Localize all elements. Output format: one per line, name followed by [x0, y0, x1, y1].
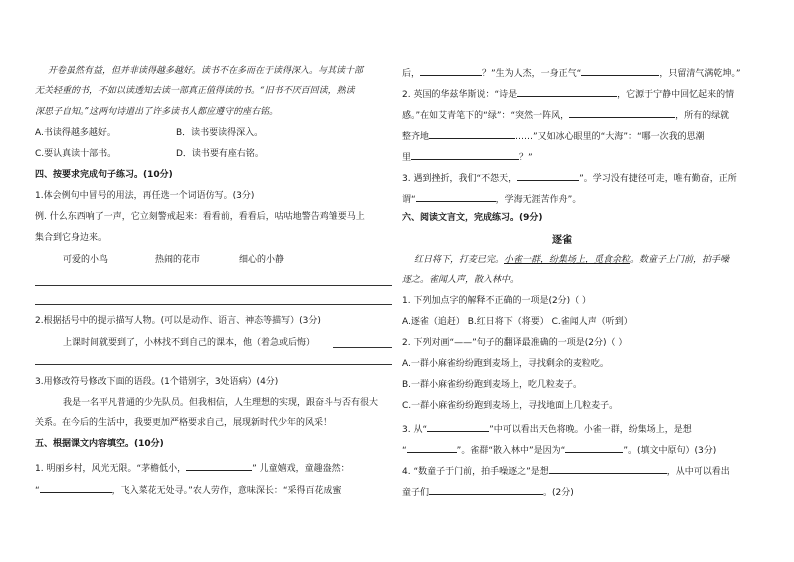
r1-post: ，只留清气满乾坤。”	[659, 69, 741, 79]
q5-1-text-c-pre: “	[35, 486, 40, 496]
r3-a-post: ”。学习没有捷径可走，唯有勤奋，正所	[579, 174, 737, 184]
fill-blank[interactable]	[429, 486, 543, 495]
q3-passage-line-2: 关系。在今后的生活中，我要更加严格要求自己，展现新时代少年的风采！	[35, 418, 333, 428]
r3-b-post: ，学海无涯苦作舟”。	[495, 195, 582, 205]
option-d: D．读书要有座右铭。	[176, 149, 264, 159]
q6-4-a-post: ，从中可以看出	[666, 467, 730, 477]
option-b: B．读书要读得深入。	[176, 128, 264, 138]
passage-line-1: 开卷虽然有益，但并非读得越多越好。读书不在多而在于读得深入。与其读十部	[48, 66, 364, 76]
fill-blank[interactable]	[186, 462, 252, 471]
q6-3-b-post: ”。(填文中原句）(3分)	[623, 446, 717, 456]
passage-line-3: 深思子自知。”这两句诗道出了许多读书人都应遵守的座右铭。	[35, 107, 279, 117]
fill-blank[interactable]	[407, 444, 457, 453]
fill-blank[interactable]	[429, 130, 515, 139]
q6-2-option-c: C.一群小麻雀纷纷跑到麦场上，寻找地面上几粒麦子。	[402, 401, 619, 411]
q6-2-option-b: B.一群小麻雀纷纷跑到麦场上，吃几粒麦子。	[402, 380, 583, 390]
r2-d-post: ？”	[519, 153, 533, 163]
r2-c-pre: 整齐地	[402, 132, 430, 142]
r2-line-2	[402, 109, 729, 121]
poem-title: 逐雀	[552, 235, 572, 246]
fill-blank[interactable]	[416, 193, 496, 202]
q6-4-line-1	[402, 465, 730, 477]
answer-line[interactable]	[35, 285, 392, 286]
r1-mid: ？”生为人杰，一身正气“	[482, 69, 582, 79]
q5-1-text-a: 1. 明丽乡村，风光无限。“茅檐低小，	[35, 464, 187, 474]
q6-4-b-post: 。(2分)	[543, 488, 574, 498]
q6-2: 2. 下列对画“——”句子的翻译最准确的一项是(2分)（ ）	[402, 338, 628, 348]
q1-text: 1.体会例句中冒号的用法，再任选一个词语仿写。(3分)	[35, 191, 255, 201]
section5-title: 五、根据课文内容填空。(10分)	[35, 439, 164, 449]
fill-blank[interactable]	[517, 172, 579, 181]
q6-1-options: A.逐雀（追赶） B.红日将下（将要） C.雀闻人声（听到）	[402, 317, 633, 327]
fill-blank[interactable]	[565, 444, 623, 453]
q6-4-a-pre: 4. “数童子于门前，拍手噪逐之”是想	[402, 467, 549, 477]
underlined-sentence: 小雀一群，纷集场上，觅食余粒	[504, 255, 631, 265]
r2-a-pre: 2. 英国的华兹华斯说：“诗是	[402, 90, 518, 100]
fill-blank[interactable]	[420, 67, 482, 76]
fill-blank[interactable]	[569, 109, 675, 118]
q6-4-b-pre: 童子们	[402, 488, 430, 498]
option-a: A.书读得越多越好。	[35, 128, 116, 138]
passage-line-2: 无关轻重的书，不如以读透知去读一部真正值得读的书。“旧书不厌百回读，熟读	[35, 86, 355, 96]
r2-b-post: ，所有的绿就	[675, 111, 730, 121]
r3-line-2	[402, 193, 581, 205]
poem-line-2: 逐之。雀闻人声，散入林中。	[402, 275, 520, 285]
fill-blank[interactable]	[427, 423, 489, 432]
answer-line[interactable]	[35, 304, 392, 305]
q3-text: 3.用修改符号修改下面的语段。(1个错别字，3处语病）(4分)	[35, 377, 279, 387]
r3-b-pre: 谓“	[402, 195, 416, 205]
q1-example-line-1: 例. 什么东西响了一声，它立刻警戒起来：看看前，看看后，咕咕地警告鸡雏要马上	[35, 212, 365, 222]
answer-line[interactable]	[333, 347, 392, 348]
r1-pre: 后，	[402, 69, 421, 79]
q5-1-text-c-post: ，飞入菜花无处寻。”农人劳作，意味深长：“采得百花成蜜	[111, 486, 342, 496]
q5-1-line-2	[35, 484, 342, 496]
r2-a-post: ，它源于宁静中回忆起来的情	[617, 90, 735, 100]
r2-line-4	[402, 151, 533, 163]
r2-line-1	[402, 88, 734, 100]
q6-3-line-1	[402, 423, 692, 435]
r2-d-pre: 里	[402, 153, 412, 163]
q5-1-line-1	[35, 462, 350, 474]
q2-text: 2.根据括号中的提示描写人物。(可以是动作、语言、神态等描写）(3分)	[35, 316, 321, 326]
q6-2-option-a: A.一群小麻雀纷纷跑到麦场上，寻找剩余的麦粒吃。	[402, 359, 609, 369]
q2-prompt: 上课时间就要到了，小林找不到自己的课本，他（着急或后悔）	[63, 338, 316, 348]
r1-line	[402, 67, 741, 79]
q6-3-line-2	[402, 444, 716, 456]
section4-title: 四、按要求完成句子练习。(10分)	[35, 170, 173, 180]
r2-c-post: ……”又如冰心眼里的“大海”：“哪一次我的思潮	[515, 132, 705, 142]
section6-title: 六、阅读文言文，完成练习。(9分)	[402, 213, 543, 223]
poem-line-1: 红日将下，打麦已完。小雀一群，纷集场上，觅食余粒。数童子上门前，拍手噪	[414, 255, 730, 265]
fill-blank[interactable]	[411, 151, 519, 160]
q6-3-a-pre: 3. 从“	[402, 425, 428, 435]
fill-blank[interactable]	[549, 465, 667, 474]
q1-word-1: 可爱的小鸟	[63, 255, 109, 265]
r2-b: 感。”在如艾青笔下的“绿”：“突然一阵风，	[402, 111, 570, 121]
fill-blank[interactable]	[517, 88, 617, 97]
q6-3-a-post: ”中可以看出天色将晚。小雀一群，纷集场上，是想	[489, 425, 692, 435]
r3-a-pre: 3. 遇到挫折，我们“不怨天，	[402, 174, 518, 184]
q6-3-b-pre: “	[402, 446, 407, 456]
fill-blank[interactable]	[581, 67, 659, 76]
q1-word-3: 细心的小静	[239, 255, 285, 265]
q6-3-b-mid: ”。雀群“散入林中”是因为“	[456, 446, 566, 456]
option-c: C.要认真读十部书。	[35, 149, 117, 159]
q1-example-line-2: 集合到它身边来。	[35, 233, 108, 243]
answer-line[interactable]	[35, 364, 392, 365]
q6-1: 1. 下列加点字的解释不正确的一项是(2分)（ ）	[402, 296, 592, 306]
q3-passage-line-1: 我是一名平凡普通的少先队员。但我相信，人生理想的实现，跟奋斗与否有很大	[63, 398, 379, 408]
q6-4-line-2	[402, 486, 574, 498]
r3-line-1	[402, 172, 737, 184]
q5-1-text-b: ” 儿童嬉戏，童趣盎然：	[252, 464, 350, 474]
r2-line-3	[402, 130, 705, 142]
q1-word-2: 热闹的花市	[155, 255, 201, 265]
fill-blank[interactable]	[40, 484, 112, 493]
